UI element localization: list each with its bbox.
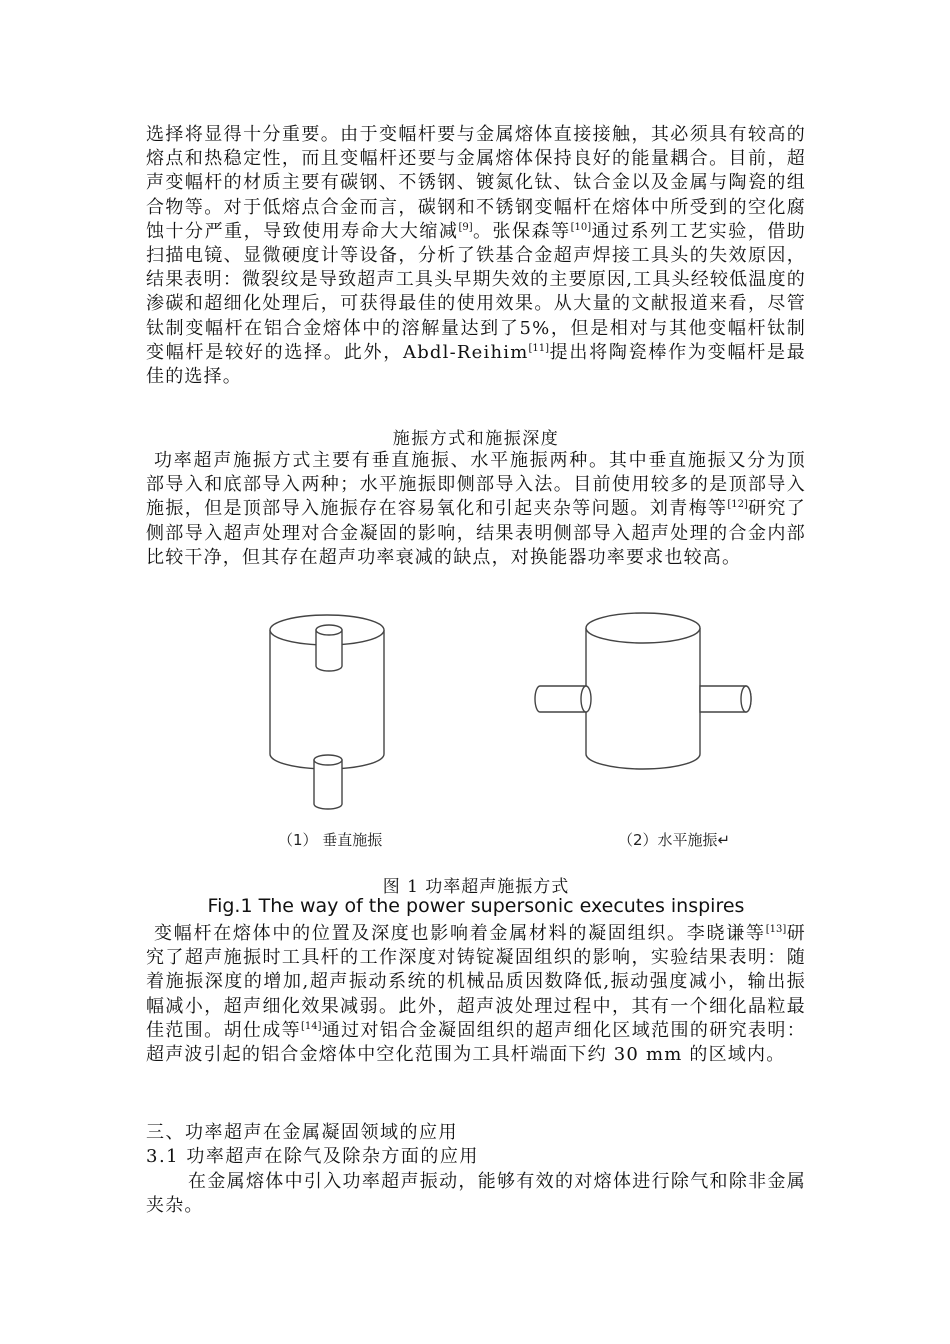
text-run: 研究了侧部导入超声处理对合金凝固的影响，结果表明侧部导入超声处理的合金内部比较干净，但其存在超声功率衰减的缺点，对换能器功率要求也较高。: [146, 498, 806, 568]
paragraph-vibration-mode: [146, 449, 806, 570]
citation-ref: [9]: [458, 221, 473, 233]
section-title: 施振方式和施振深度: [392, 429, 560, 449]
paragraph-horn-material: [146, 123, 806, 389]
text-run: 功率超声施振方式主要有垂直施振、水平施振两种。其中垂直施振又分为顶部导入和底部导入两种；水平施振即侧部导入法。目前使用较多的是顶部导入施振，但是顶部导入施振存在容易氧化和引起夹杂等问题。刘青梅等: [146, 450, 806, 520]
subfigure-label-horizontal: （2）水平施振↵: [618, 831, 731, 849]
subfigure-label-vertical: （1） 垂直施振: [278, 831, 383, 849]
section-heading-3: 三、功率超声在金属凝固领域的应用: [146, 1122, 458, 1143]
right-horn-end: [741, 686, 751, 712]
citation-ref: [13]: [765, 924, 787, 935]
subsection-heading-3-1: 3.1 功率超声在除气及除杂方面的应用: [146, 1146, 479, 1167]
vertical-vibration-diagram: [270, 615, 384, 809]
paragraph-degassing: 在金属熔体中引入功率超声振动，能够有效的对熔体进行除气和除非金属夹杂。: [146, 1171, 806, 1217]
left-horn-rod: [535, 686, 586, 712]
text-run: 研究了超声施振时工具杆的工作深度对铸锭凝固组织的影响，实验结果表明：随着施振深度的增加,超声振动系统的机械品质因数降低,振动强度减小，输出振幅减小，超声细化效果减弱。此外，超声波处理过程中，其有一个细化晶粒最佳范围。胡仕成等: [146, 923, 806, 1041]
figure-caption-en: Fig.1 The way of the power supersonic executes inspires: [207, 895, 745, 917]
top-horn-end: [316, 625, 342, 635]
citation-ref: [14]: [301, 1020, 322, 1032]
bottom-horn-rod: [314, 760, 342, 809]
figure-caption-cn: 图 1 功率超声施振方式: [382, 877, 570, 897]
citation-ref: [11]: [528, 342, 549, 354]
paragraph-vibration-depth: [146, 922, 806, 1067]
citation-ref: [12]: [727, 499, 748, 511]
figure-vibration-methods: [250, 608, 770, 818]
text-run: 提出将陶瓷棒作为变幅杆是最佳的选择。: [146, 341, 806, 388]
text-run: 变幅杆在熔体中的位置及深度也影响着金属材料的凝固组织。李晓谦等: [154, 923, 766, 944]
text-run: 通过系列工艺实验，借助扫描电镜、显微硬度计等设备，分析了铁基合金超声焊接工具头的失效原因，结果表明：微裂纹是导致超声工具头早期失效的主要原因,工具头经较低温度的渗碳和超细化处理后，可获得最佳的使用效果。从大量的文献报道来看，尽管钛制变幅杆在铝合金熔体中的溶解量达到了5%，但是相对与其他变幅杆钛制变幅杆是较好的选择。此外，Abdl-Reihim: [146, 220, 807, 363]
citation-ref: [10]: [570, 221, 592, 233]
text-run: 。张保森等: [472, 220, 571, 242]
text-run: 选择将显得十分重要。由于变幅杆要与金属熔体直接接触，其必须具有较高的熔点和热稳定性，而且变幅杆还要与金属熔体保持良好的能量耦合。目前，超声变幅杆的材质主要有碳钢、不锈钢、镀氮化钛、钛合金以及金属与陶瓷的组合物等。对于低熔点合金而言，碳钢和不锈钢变幅杆在熔体中所受到的空化腐蚀十分严重，导致使用寿命大大缩减: [146, 124, 806, 242]
bottom-horn-end: [314, 755, 342, 765]
text-run: 通过对铝合金凝固组织的超声细化区域范围的研究表明：超声波引起的铝合金熔体中空化范围为工具杆端面下约 30 mm 的区域内。: [146, 1019, 806, 1066]
left-horn-end: [581, 686, 591, 712]
horizontal-vibration-diagram: [535, 613, 751, 769]
top-horn-rod: [316, 630, 342, 671]
